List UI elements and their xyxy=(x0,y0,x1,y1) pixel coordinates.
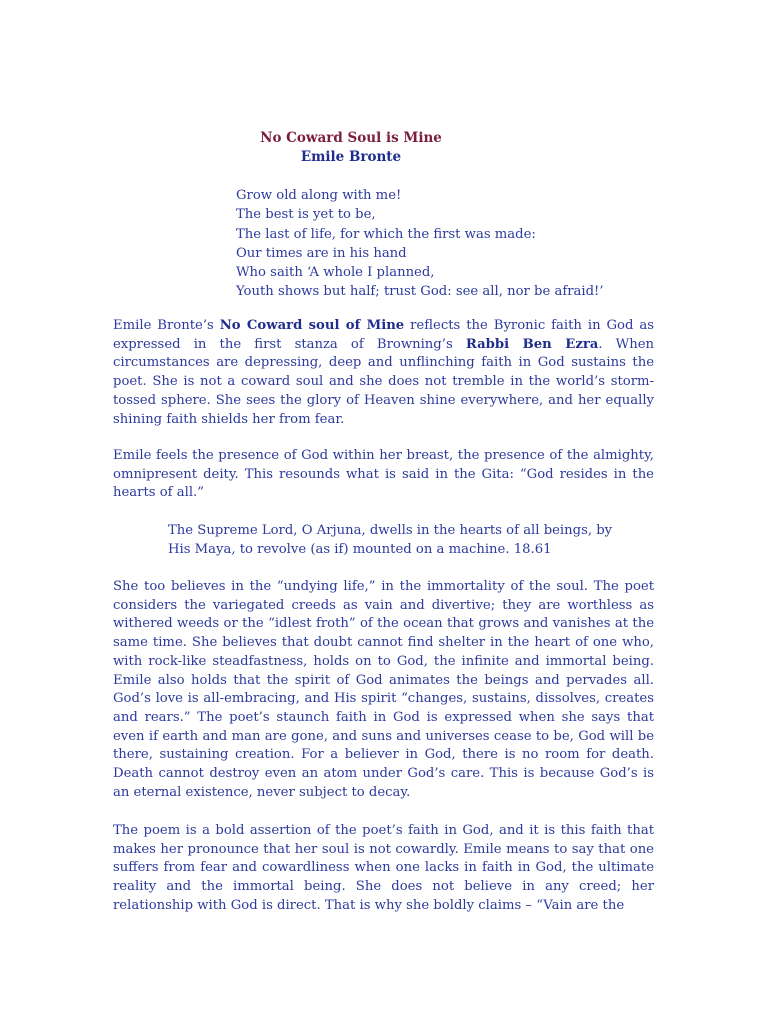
poem-line: The best is yet to be, xyxy=(236,207,376,223)
paragraph-presence: Emile feels the presence of God within her breast, the presence of the almighty, omnipresent deity. This resounds what is said in the Gita: “God resides in the hearts of all.” xyxy=(113,448,654,501)
paragraph-text: reflects the Byronic faith in God as expressed in the first stanza of Browning’s xyxy=(113,318,654,352)
poem-line: Grow old along with me! xyxy=(236,188,402,203)
browning-poem-bold: Rabbi Ben Ezra xyxy=(465,336,599,352)
paragraph-text: . When circumstances are depressing, deep and unflinching faith in God sustains the poet. She is not a coward soul and she does not tremble in the world’s storm-tossed sphere. She sees the glory of Heaven shine everywhere, and her equally shining faith shields her from fear. xyxy=(113,336,654,427)
paragraph-intro xyxy=(113,317,654,429)
poem-line: The last of life, for which the first was made: xyxy=(236,226,536,242)
paragraph-immortality: She too believes in the “undying life,” in the immortality of the soul. The poet considers the variegated creeds as vain and divertive; they are worthless as withered weeds or the “idlest froth” of the ocean that grows and vanishes at the same time. She believes that doubt cannot find shelter in the heart of one who, with rock-like steadfastness, holds on to God, the infinite and immortal being. Emile also holds that the spirit of God animates the beings and pervades all. God’s love is all-embracing, and His spirit “changes, sustains, dissolves, creates and rears.” The poet’s staunch faith in God is expressed when she says that even if earth and man are gone, and suns and universes cease to be, God will be there, sustaining creation. For a believer in God, there is no room for death. Death cannot destroy even an atom under God’s care. This is because God’s is an eternal existence, never subject to decay. xyxy=(113,579,654,800)
poem-line: Our times are in his hand xyxy=(236,245,407,261)
quote-line: The Supreme Lord, O Arjuna, dwells in the hearts of all beings, by xyxy=(168,523,613,538)
title-block xyxy=(236,129,466,167)
quote-line: His Maya, to revolve (as if) mounted on a machine. 18.61 xyxy=(168,542,552,557)
poem-author: Emile Bronte xyxy=(300,149,402,165)
poem-line: Who saith ‘A whole I planned, xyxy=(236,265,435,281)
poem-title: No Coward Soul is Mine xyxy=(260,130,442,146)
poem-name-bold: No Coward soul of Mine xyxy=(219,318,405,333)
paragraph-assertion: The poem is a bold assertion of the poet’s faith in God, and it is this faith that makes her pronounce that her soul is not cowardly. Emile means to say that one suffers from fear and cowardliness when one lacks in faith in God, the ultimate reality and the immortal being. She does not believe in any creed; her relationship with God is direct. That is why she boldly claims – “Vain are the xyxy=(113,823,654,913)
paragraph-text: Emile Bronte’s xyxy=(113,318,220,333)
gita-quote xyxy=(168,521,648,559)
poem-line: Youth shows but half; trust God: see all, nor be afraid!’ xyxy=(236,284,604,300)
epigraph-poem xyxy=(236,186,656,302)
